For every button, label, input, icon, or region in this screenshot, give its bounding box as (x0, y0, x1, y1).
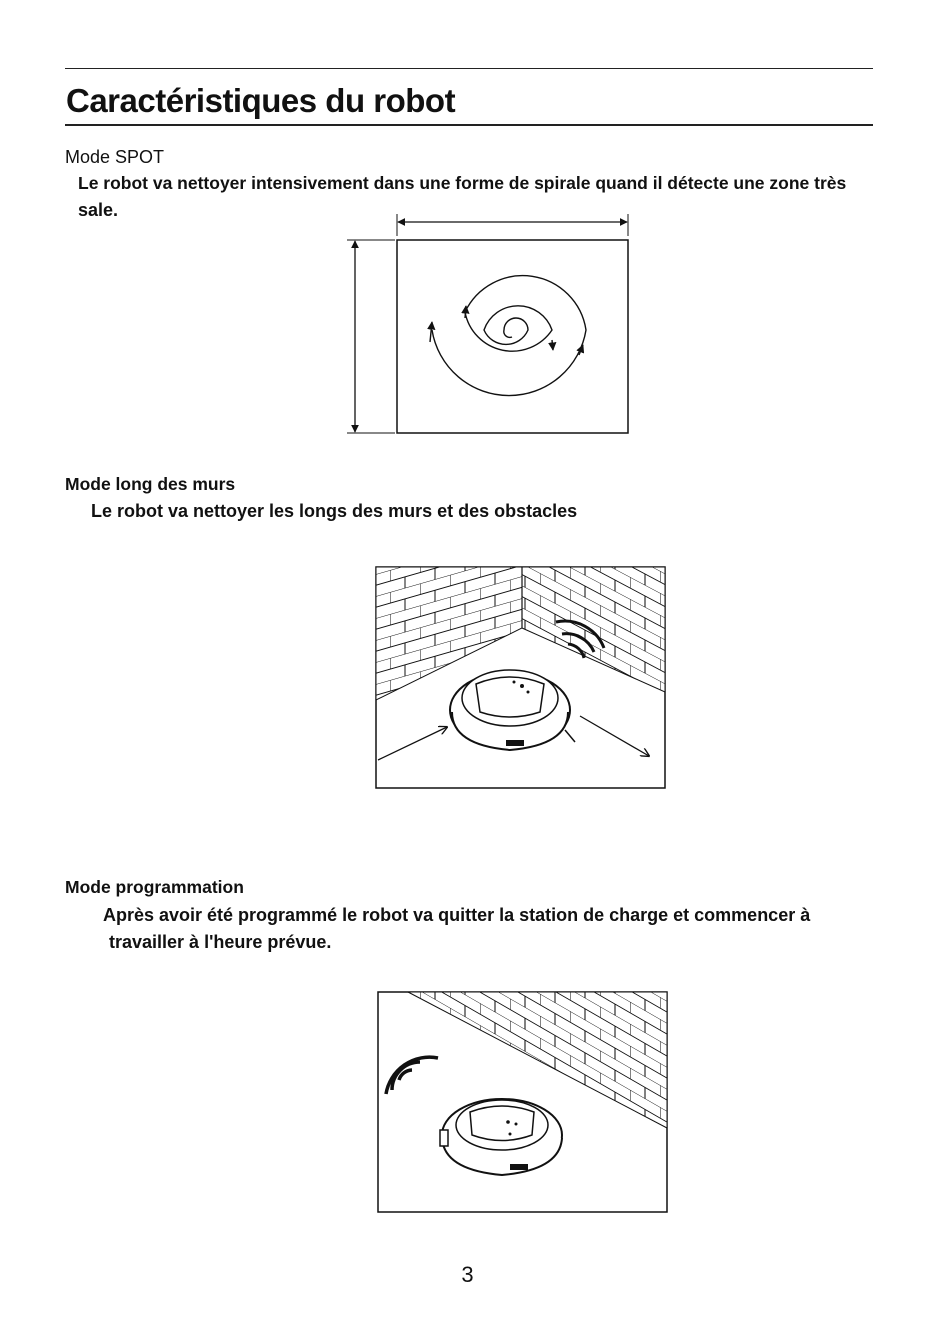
section-text-programming-line2: travailler à l'heure prévue. (109, 932, 332, 952)
page-number: 3 (461, 1262, 474, 1287)
section-heading-walls: Mode long des murs (65, 474, 236, 494)
spiral-path (432, 276, 586, 396)
section-text-spot-line1: Le robot va nettoyer intensivement dans une forme de spirale quand il détecte une zone très (78, 173, 847, 193)
section-text-walls: Le robot va nettoyer les longs des murs et des obstacles (91, 501, 578, 521)
section-text-programming-line1: Après avoir été programmé le robot va quitter la station de charge et commencer à (103, 905, 811, 925)
spiral-diagram (340, 210, 640, 440)
top-rule (65, 68, 873, 69)
page-title: Caractéristiques du robot (66, 82, 456, 119)
section-heading-programming: Mode programmation (65, 877, 244, 897)
section-heading-spot: Mode SPOT (65, 147, 165, 167)
programming-mode-illustration (377, 990, 669, 1214)
robot-vacuum-icon (440, 1099, 562, 1175)
spot-area-box (397, 240, 628, 433)
wall-mode-illustration (375, 566, 667, 790)
title-underline (65, 124, 873, 126)
section-text-spot-line2: sale. (78, 200, 119, 220)
